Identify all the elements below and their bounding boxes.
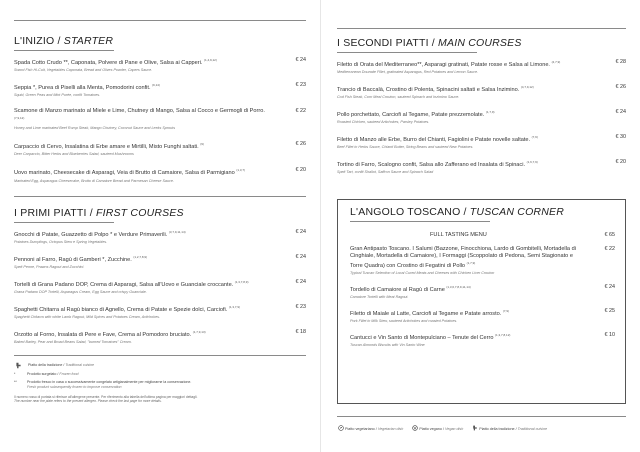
vegan-it: Piatto vegano /: [419, 427, 444, 432]
legend-vegan: [411, 425, 463, 431]
dish-name-text: Carpaccio di Cervo, Insalatina di Erbe amare e Mirtilli, Misto Funghi saltati.: [14, 144, 199, 151]
menu-item: [337, 84, 626, 100]
menu-item: [14, 279, 306, 295]
starter-list: [14, 57, 306, 184]
allergen-codes: (1,2,7,8,9): [133, 254, 148, 259]
legend-frozen: [14, 372, 306, 377]
dish-name: [14, 254, 272, 264]
allergen-codes: (1,3,7,8,12): [495, 333, 511, 338]
dish-name-text: Pennoni al Farro, Ragù di Gamberi *, Zucchine.: [14, 256, 132, 263]
allergen-codes: (1,7,9,13): [192, 329, 206, 334]
dish-name: [350, 284, 581, 294]
dish-name-text: Tordello di Camaiore al Ragù di Carne: [350, 286, 445, 293]
full-tasting-label: FULL TASTING MENU: [430, 232, 487, 239]
dish-name: [14, 304, 272, 314]
full-tasting-row: [350, 232, 615, 239]
main-courses-title: [337, 37, 626, 49]
dish-name: [14, 229, 272, 239]
menu-item: [14, 229, 306, 245]
right-top-rule: [337, 28, 626, 29]
starter-rule: [14, 50, 114, 51]
second-title-en: MAIN COURSES: [438, 37, 522, 49]
tuscan-rule: [350, 221, 490, 222]
dish-name: [350, 246, 581, 270]
dish-name: [337, 84, 592, 94]
legend-fresh-it: Prodotto fresco in casa o successivamente congelato artigianalmente per migliorarne la conservazione.: [27, 379, 192, 384]
dish-translation: Camaiore Tortelli with Meat Ragout.: [350, 295, 409, 300]
menu-item: [14, 57, 306, 73]
dish-price: € 24: [604, 283, 615, 290]
dish-translation: Spaghetti Chitarra with white Lamb Ragout, Mild Spices and Potatoes Cream, Artichokes.: [14, 314, 160, 319]
allergen-codes: (1,7,9): [485, 110, 495, 115]
dish-price: € 26: [295, 141, 306, 148]
menu-item: [14, 329, 306, 345]
dish-price: € 22: [295, 108, 306, 115]
dish-price: € 22: [604, 245, 615, 252]
dish-name: [350, 308, 581, 318]
footer-legend: [337, 425, 626, 431]
dish-translation: Baked Barley, Pear and Broad Beans Salad, "burned Tomatoes" Cream.: [14, 339, 132, 344]
vegetarian-icon: [338, 425, 344, 431]
top-rule: [14, 20, 306, 21]
dish-translation: Spelt Penne, Prawns Ragout and Zucchini.: [14, 264, 85, 269]
dish-price: € 20: [615, 159, 626, 166]
menu-item: [350, 332, 615, 348]
dish-price: € 24: [295, 253, 306, 260]
menu-item: [337, 109, 626, 125]
dish-price: € 25: [604, 308, 615, 315]
dish-name-text: Filetto di Manzo alle Erbe, Burro del Chianti, Fagiolini e Patate novelle saltate.: [337, 137, 531, 144]
starter-title-it: L'INIZIO /: [14, 35, 61, 47]
allergen-codes: (1,3,6,7,8,9,11,14): [446, 284, 471, 289]
dish-translation: Pork Fillet in Milk Stew, sauteed Artichokes and roasted Potatoes.: [350, 319, 458, 324]
dish-price: € 24: [615, 109, 626, 116]
dish-translation: Tuscan Almonds Biscuits with Vin Santo Wine: [350, 343, 425, 348]
allergen-codes: (1,4,9,12): [204, 58, 217, 62]
trad-en: Traditional cuisine: [517, 427, 548, 432]
tradition-icon: [472, 425, 478, 431]
starter-title: [14, 35, 306, 47]
legend-tradition: [14, 362, 306, 369]
tradition-icon: [15, 362, 22, 369]
legend-fresh-en: Fresh product subsequently frozen to improve conservation: [27, 384, 122, 389]
second-list: [337, 59, 626, 175]
menu-item: [14, 141, 306, 157]
dish-translation: Marinated Egg, Asparagus Cheesecake, Brutto di Camaiore Bread and Parmesan Cheese Sauce.: [14, 178, 174, 183]
first-title-en: FIRST COURSES: [95, 206, 184, 219]
legend-rule: [14, 355, 306, 356]
dish-price: € 24: [295, 278, 306, 285]
footer-rule: [337, 416, 626, 417]
dish-name: [14, 167, 272, 177]
vegan-en: Vegan dish: [444, 427, 464, 432]
dish-price: € 26: [615, 84, 626, 91]
dish-price: € 30: [615, 134, 626, 141]
first-title-it: I PRIMI PIATTI /: [14, 206, 93, 219]
dish-translation: Beef Fillet in Herbs Sauce, Chianti Butter, String Beans and sauteed New Potatoes.: [337, 145, 474, 150]
tuscan-title: [350, 206, 615, 218]
dish-translation: Mediterranean Dourade Fillet, gratinated Asparagus, Red Potatoes and Lemon Sauce.: [337, 70, 479, 75]
dish-name-text: Cantucci e Vin Santo di Montepulciano – Tenute del Cerro: [350, 334, 494, 341]
trad-it: Piatto della tradizione /: [479, 427, 517, 432]
first-title: [14, 207, 306, 219]
legend: [14, 362, 306, 404]
legend-tradition-en: Traditional cuisine: [65, 362, 95, 367]
allergen-codes: (3,7,9,11,14): [168, 229, 186, 234]
dish-name-text: Seppia *, Purea di Piselli alla Menta, Pomodorini confit.: [14, 84, 151, 91]
dish-translation: Deer Carpaccio, Bitter Herbs and Blueberries Salad, sauteed Mushrooms: [14, 152, 134, 157]
allergen-codes: (9): [200, 142, 204, 147]
menu-item: [337, 134, 626, 150]
frozen-mark: *: [14, 371, 16, 376]
tuscan-list: [350, 246, 615, 349]
legend-numbers: [14, 395, 306, 404]
menu-item: [350, 246, 615, 276]
dish-translation: Sword Fish Hi-Cuit, Vegetables Caponata, Bread and Olives Powder, Capers Sauce.: [14, 68, 153, 73]
allergen-codes: (1,3,7,8,9): [234, 279, 249, 284]
first-top-rule: [14, 196, 306, 197]
legend-vegetarian: [337, 425, 403, 431]
legend-traditional: [471, 425, 547, 431]
starter-title-en: STARTER: [63, 35, 114, 47]
dish-translation: Grana Padano DOP Tortelli, Asparagus Cream, Egg Sauce and crispy Guanciale.: [14, 289, 147, 294]
dish-name: [337, 159, 592, 169]
dish-name: [14, 279, 272, 289]
dish-name: [14, 57, 272, 67]
first-list: [14, 229, 306, 345]
dish-name-text: Uovo marinato, Cheesecake di Asparagi, Veia di Brutto di Camaiore, Salsa di Parmigiano: [14, 170, 235, 177]
dish-name-text: Gran Antipasto Toscano. I Salumi (Bazzone, Finocchiona, Lardo di Gombitelli, Mortadella di Cinghiale, Mortadella di Camaiore), I Formaggi (Scoppolato di Pedona, Semi Stagionato e Torre Quadra) con Crostino di Fegatini di Pollo: [350, 245, 576, 269]
dish-name-text: Orzotto al Forno, Insalata di Pere e Fave, Crema al Pomodoro bruciato.: [14, 331, 192, 338]
second-title-it: I SECONDI PIATTI /: [337, 37, 435, 49]
menu-item: [337, 159, 626, 175]
dish-name-text: Spaghetti Chitarra al Ragù bianco di Agnello, Crema di Patate e Spezie dolci, Carciofi.: [14, 306, 228, 313]
dish-name: [14, 82, 272, 92]
tuscan-title-it: L'ANGOLO TOSCANO /: [350, 206, 467, 219]
dish-price: € 28: [615, 59, 626, 65]
tuscan-title-en: TUSCAN CORNER: [469, 206, 564, 219]
dish-name-text: Gnocchi di Patate, Guazzetto di Polpo * e Verdure Primaverili.: [14, 231, 168, 238]
dish-translation: Spelt Tart, confit Shallot, Saffron Sauce and Spinach Salad: [337, 170, 434, 175]
full-tasting-price: € 65: [604, 232, 615, 239]
dish-translation: Roasted Chicken, sauteed Artichokes, Parsley Potatoes.: [337, 120, 430, 125]
menu-item: [14, 304, 306, 320]
dish-name-text: Trancio di Baccalà, Crostino di Polenta, Spinacini saltati e Salsa Inzimino.: [337, 86, 520, 93]
legend-numbers-en: The number near the plate refers to the present allergen. Please check the last page for more details.: [14, 399, 162, 404]
allergen-codes: (7,9): [531, 135, 538, 140]
dish-name-text: Filetto di Orata del Mediterraneo**, Asparagi gratinati, Patate rosse e Salsa al Limone.: [337, 61, 550, 68]
allergen-codes: (4,7,9): [551, 60, 561, 64]
allergen-codes: (4,7,9,12): [520, 85, 534, 90]
dish-name: [350, 332, 581, 342]
legend-frozen-en: Frozen food: [59, 371, 79, 376]
vegan-icon: [412, 425, 418, 431]
dish-price: € 23: [295, 82, 306, 89]
dish-name-text: Filetto di Maiale al Latte, Carciofi al Tegame e Patate arrosto.: [350, 310, 502, 317]
dish-name: [337, 134, 592, 144]
allergen-codes: (1,7,9): [466, 260, 476, 265]
menu-page-right: [320, 0, 640, 452]
dish-price: € 23: [295, 303, 306, 310]
dish-translation: Potatoes Dumplings, Octopus Stew e Spring Vegetables.: [14, 239, 108, 244]
legend-fresh: [14, 380, 306, 390]
dish-name-text: Scamone di Manzo marinato al Miele e Lime, Chutney di Mango, Salsa al Cocco e Germogli di Porro.: [14, 108, 265, 115]
allergen-codes: (9,14): [152, 83, 160, 88]
dish-translation: Honey and Lime marinated Beef Rump Steak, Mango Chutney, Coconut Sauce and Leeks Sprouts: [14, 126, 176, 131]
allergen-codes: (1,3,7,9): [228, 304, 241, 309]
menu-item: [350, 308, 615, 324]
dish-name-text: Pollo porchettato, Carciofi al Tegame, Patate prezzemolate.: [337, 111, 485, 118]
allergen-codes: (7,9,12): [14, 116, 25, 121]
dish-translation: Squid, Green Peas and Mint Purée, confit Tomatoes.: [14, 93, 101, 98]
menu-item: [337, 59, 626, 75]
legend-numbers-it: Il numero rosso di portata si riferisce all'allergene presente. Per riferimento alla tabella dell'ultima pagina per maggiori dettagli.: [14, 394, 198, 399]
menu-item: [14, 108, 306, 131]
allergen-codes: (7,9): [502, 309, 510, 314]
dish-name-text: Tortelli di Grana Padano DOP, Crema di Asparagi, Salsa all'Uovo e Guanciale croccante.: [14, 281, 234, 288]
allergen-codes: (1,6,7,9): [526, 160, 538, 165]
dish-price: € 20: [295, 167, 306, 174]
dish-price: € 10: [604, 332, 615, 339]
dish-price: € 24: [295, 228, 306, 235]
dish-name: [337, 59, 592, 69]
menu-item: [14, 254, 306, 270]
fresh-mark: **: [14, 379, 17, 384]
dish-price: € 18: [295, 328, 306, 335]
legend-frozen-it: Prodotto surgelato /: [27, 371, 59, 376]
tuscan-corner-box: [337, 199, 626, 404]
veg-it: Piatto vegetariano /: [345, 427, 377, 432]
dish-name: [14, 329, 272, 339]
menu-item: [350, 284, 615, 300]
legend-tradition-it: Piatto della tradizione /: [28, 362, 65, 367]
dish-translation: Typical Tuscan Selection of Local Cured Meats and Cheeses with Chicken Liver Crouton: [350, 270, 495, 275]
dish-translation: Cod Fish Steak, Corn Meal Crouton, sauteed Spinach and Inzimino Sauce.: [337, 95, 460, 100]
first-rule: [14, 222, 114, 223]
veg-en: Vegetarian dish: [377, 427, 404, 432]
allergen-codes: (1,3,7): [236, 168, 245, 173]
dish-name-text: Spada Cotto Crudo **, Caponata, Polvere di Pane e Olive, Salsa ai Capperi.: [14, 59, 203, 66]
dish-name-text: Tortino di Farro, Scalogno confit, Salsa allo Zafferano ed Insalata di Spinaci.: [337, 162, 526, 169]
dish-name: [337, 109, 592, 119]
dish-price: € 24: [295, 57, 306, 63]
second-rule: [337, 52, 477, 53]
menu-item: [14, 167, 306, 183]
dish-name: [14, 108, 272, 125]
dish-name: [14, 141, 272, 151]
menu-item: [14, 82, 306, 98]
